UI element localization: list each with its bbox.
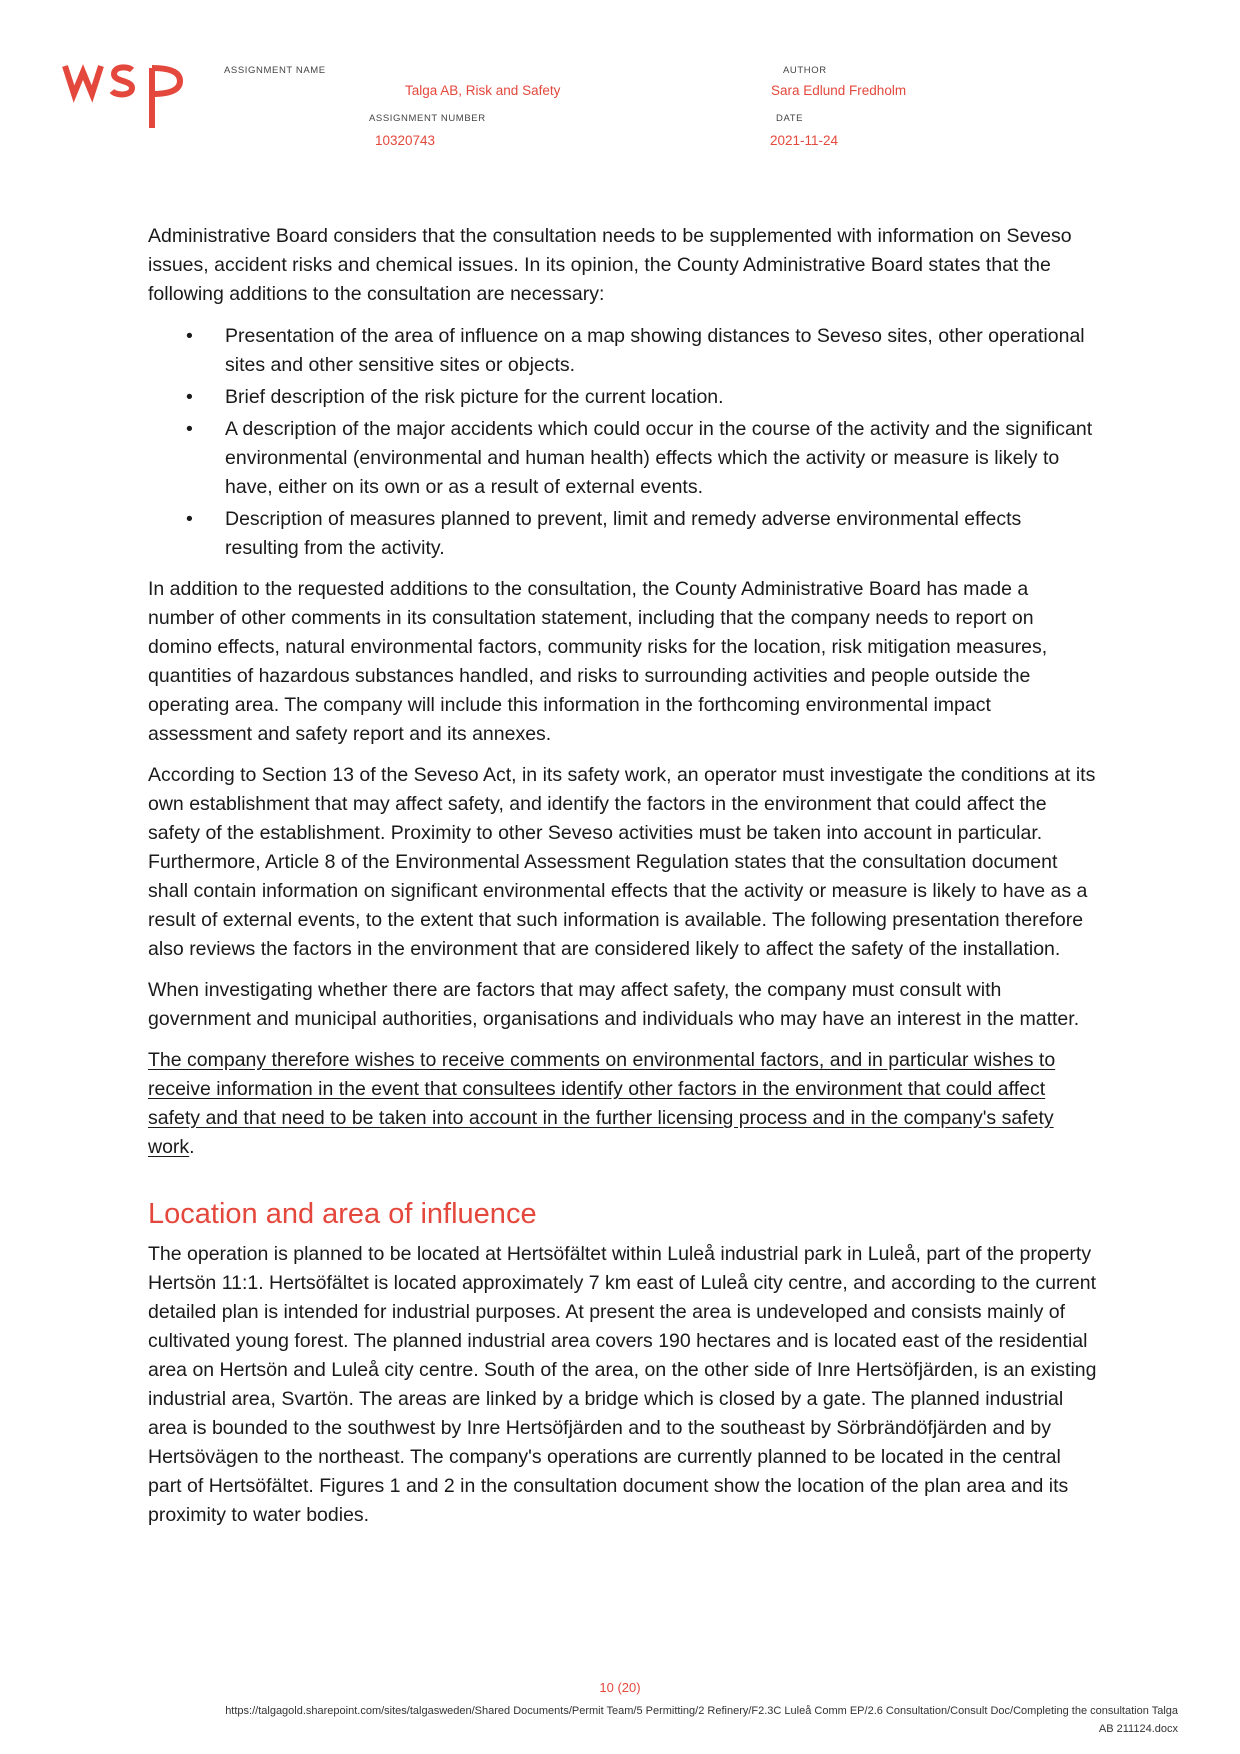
paragraph-intro: Administrative Board considers that the consultation needs to be supplemented with information on Seveso issues, accident risks and chemical issues. In its opinion, the County Administrative Board states that the following additions to the consultation are necessary: <box>148 225 1072 305</box>
author-label: AUTHOR <box>783 65 827 76</box>
footer-path-line: AB 211124.docx <box>1098 1723 1178 1735</box>
list-item-text: A description of the major accidents which could occur in the course of the activity and the significant environmental (environmental and human health) effects which the activity or measure is likely to have, either on its own or as a result of external events. <box>225 418 1093 498</box>
list-item-text: Presentation of the area of influence on a map showing distances to Seveso sites, other operational sites and other sensitive sites or objects. <box>225 325 1085 376</box>
assignment-name-value: Talga AB, Risk and Safety <box>405 83 561 98</box>
list-item <box>148 322 1098 380</box>
date-value: 2021-11-24 <box>770 133 839 148</box>
date-label: DATE <box>776 113 804 124</box>
list-item <box>148 505 1098 563</box>
list-item-text: Brief description of the risk picture for the current location. <box>225 386 724 408</box>
page-number: 10 (20) <box>599 1680 641 1695</box>
bullet-list <box>148 322 1098 563</box>
paragraph-section-13: According to Section 13 of the Seveso Act, in its safety work, an operator must investigate the conditions at its own establishment that may affect safety, and identify the factors in the environment that could affect the safety of the establishment. Proximity to other Seveso activities must be taken into account in particular. Furthermore, Article 8 of the Environmental Assessment Regulation states that the consultation document shall contain information on significant environmental effects that the activity or measure is likely to have as a result of external events, to the extent that such information is available. The following presentation therefore also reviews the factors in the environment that are considered likely to affect the safety of the installation. <box>148 764 1096 960</box>
section-heading: Location and area of influence <box>148 1198 537 1230</box>
bullet-icon: • <box>186 418 193 440</box>
paragraph-investigating: When investigating whether there are factors that may affect safety, the company must consult with government and municipal authorities, organisations and individuals who may have an interest in the matter. <box>148 979 1080 1030</box>
assignment-number-label: ASSIGNMENT NUMBER <box>369 113 486 124</box>
document-body <box>148 222 1098 1542</box>
paragraph-location: The operation is planned to be located at Hertsöfältet within Luleå industrial park in Luleå, part of the property Hertsön 11:1. Hertsöfältet is located approximately 7 km east of Luleå city centre, and according to the current detailed plan is intended for industrial purposes. At present the area is undeveloped and consists mainly of cultivated young forest. The planned industrial area covers 190 hectares and is located east of the residential area on Hertsön and Luleå city centre. South of the area, on the other side of Inre Hertsöfjärden, is an existing industrial area, Svartön. The areas are linked by a bridge which is closed by a gate. The planned industrial area is bounded to the southwest by Inre Hertsöfjärden and to the southeast by Sörbrändöfjärden and by Hertsövägen to the northeast. The company's operations are currently planned to be located in the central part of Hertsöfältet. Figures 1 and 2 in the consultation document show the location of the plan area and its proximity to water bodies. <box>148 1243 1097 1526</box>
assignment-name-label: ASSIGNMENT NAME <box>224 65 326 76</box>
list-item <box>148 383 1098 412</box>
author-value: Sara Edlund Fredholm <box>771 83 907 98</box>
wsp-logo <box>62 62 204 132</box>
bullet-icon: • <box>186 386 193 408</box>
footer-file-path <box>38 1702 1178 1738</box>
paragraph-comments <box>148 1046 1098 1162</box>
paragraph-comments-end: . <box>189 1136 195 1158</box>
assignment-number-value: 10320743 <box>375 133 436 148</box>
bullet-icon: • <box>186 508 193 530</box>
list-item-text: Description of measures planned to prevent, limit and remedy adverse environmental effects resulting from the activity. <box>225 508 1022 559</box>
underlined-request-text: The company therefore wishes to receive comments on environmental factors, and in particular wishes to receive information in the event that consultees identify other factors in the environment that could affect safety and that need to be taken into account in the further licensing process and in the company's safety work <box>148 1049 1056 1158</box>
footer-path-line: https://talgagold.sharepoint.com/sites/talgasweden/Shared Documents/Permit Team/5 Permitting/2 Refinery/F2.3C Luleå Comm EP/2.6 Consultation/Consult Doc/Completing the consultation Talga <box>225 1705 1178 1717</box>
paragraph-additions: In addition to the requested additions to the consultation, the County Administrative Board has made a number of other comments in its consultation statement, including that the company needs to report on domino effects, natural environmental factors, community risks for the location, risk mitigation measures, quantities of hazardous substances handled, and risks to surrounding activities and people outside the operating area. The company will include this information in the forthcoming environmental impact assessment and safety report and its annexes. <box>148 578 1048 745</box>
bullet-icon: • <box>186 325 193 347</box>
list-item <box>148 415 1098 502</box>
